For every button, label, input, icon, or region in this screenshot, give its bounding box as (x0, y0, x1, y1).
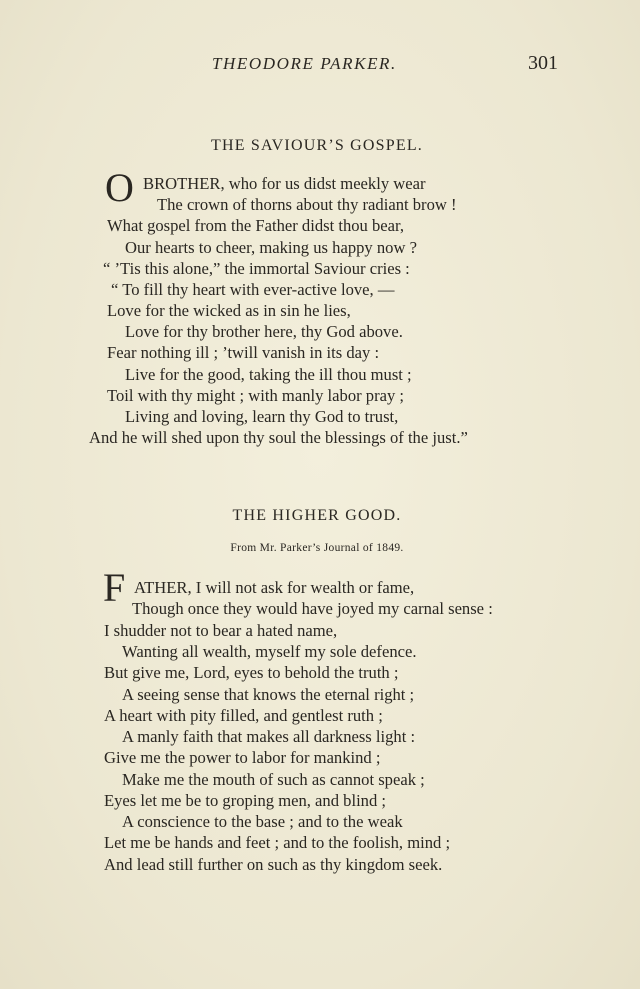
poem-line: A manly faith that makes all darkness light : (122, 727, 416, 746)
poem-line: Give me the power to labor for mankind ; (104, 748, 381, 767)
poem-line: Though once they would have joyed my carnal sense : (132, 599, 493, 618)
poem-line: What gospel from the Father didst thou bear, (107, 216, 405, 235)
running-title: THEODORE PARKER. (212, 54, 397, 73)
drop-cap: O (105, 165, 134, 210)
poem-line: “ To fill thy heart with ever-active love, — (111, 280, 395, 299)
poem-line: And he will shed upon thy soul the blessings of the just.” (89, 428, 468, 447)
poem-line: Wanting all wealth, myself my sole defence. (122, 642, 417, 661)
poem-line: A seeing sense that knows the eternal right ; (122, 685, 415, 704)
poem-title-higher-good: THE HIGHER GOOD. (232, 507, 402, 524)
poem-line: But give me, Lord, eyes to behold the truth ; (104, 663, 399, 682)
page-number: 301 (528, 52, 558, 74)
poem-line: Live for the good, taking the ill thou must ; (125, 365, 412, 384)
poem-line: The crown of thorns about thy radiant brow ! (157, 195, 457, 214)
poem-line: A conscience to the base ; and to the weak (122, 812, 403, 831)
running-head (0, 54, 640, 78)
poem-line: And lead still further on such as thy kingdom seek. (104, 855, 443, 874)
poem-line: Love for thy brother here, thy God above. (125, 322, 403, 341)
poem-line: A heart with pity filled, and gentlest ruth ; (104, 706, 383, 725)
poem-line: Fear nothing ill ; ’twill vanish in its day : (107, 343, 380, 362)
drop-cap: F (103, 565, 126, 610)
poem-line: Living and loving, learn thy God to trust, (125, 407, 399, 426)
poem-line: “ ’Tis this alone,” the immortal Saviour cries : (103, 259, 410, 278)
poem-line: Make me the mouth of such as cannot speak ; (122, 770, 425, 789)
poem-line: Our hearts to cheer, making us happy now ? (125, 238, 417, 257)
poem-line: Toil with thy might ; with manly labor pray ; (107, 386, 405, 405)
poem-line: I shudder not to bear a hated name, (104, 621, 338, 640)
poem-line: BROTHER, who for us didst meekly wear (143, 174, 426, 193)
poem-line: Eyes let me be to groping men, and blind ; (104, 791, 387, 810)
poem-line: ATHER, I will not ask for wealth or fame, (134, 578, 415, 597)
poem-title-saviours-gospel: THE SAVIOUR’S GOSPEL. (210, 137, 424, 154)
poem-line: Let me be hands and feet ; and to the foolish, mind ; (104, 833, 451, 852)
poem-line: Love for the wicked as in sin he lies, (107, 301, 351, 320)
source-note: From Mr. Parker’s Journal of 1849. (230, 542, 404, 554)
